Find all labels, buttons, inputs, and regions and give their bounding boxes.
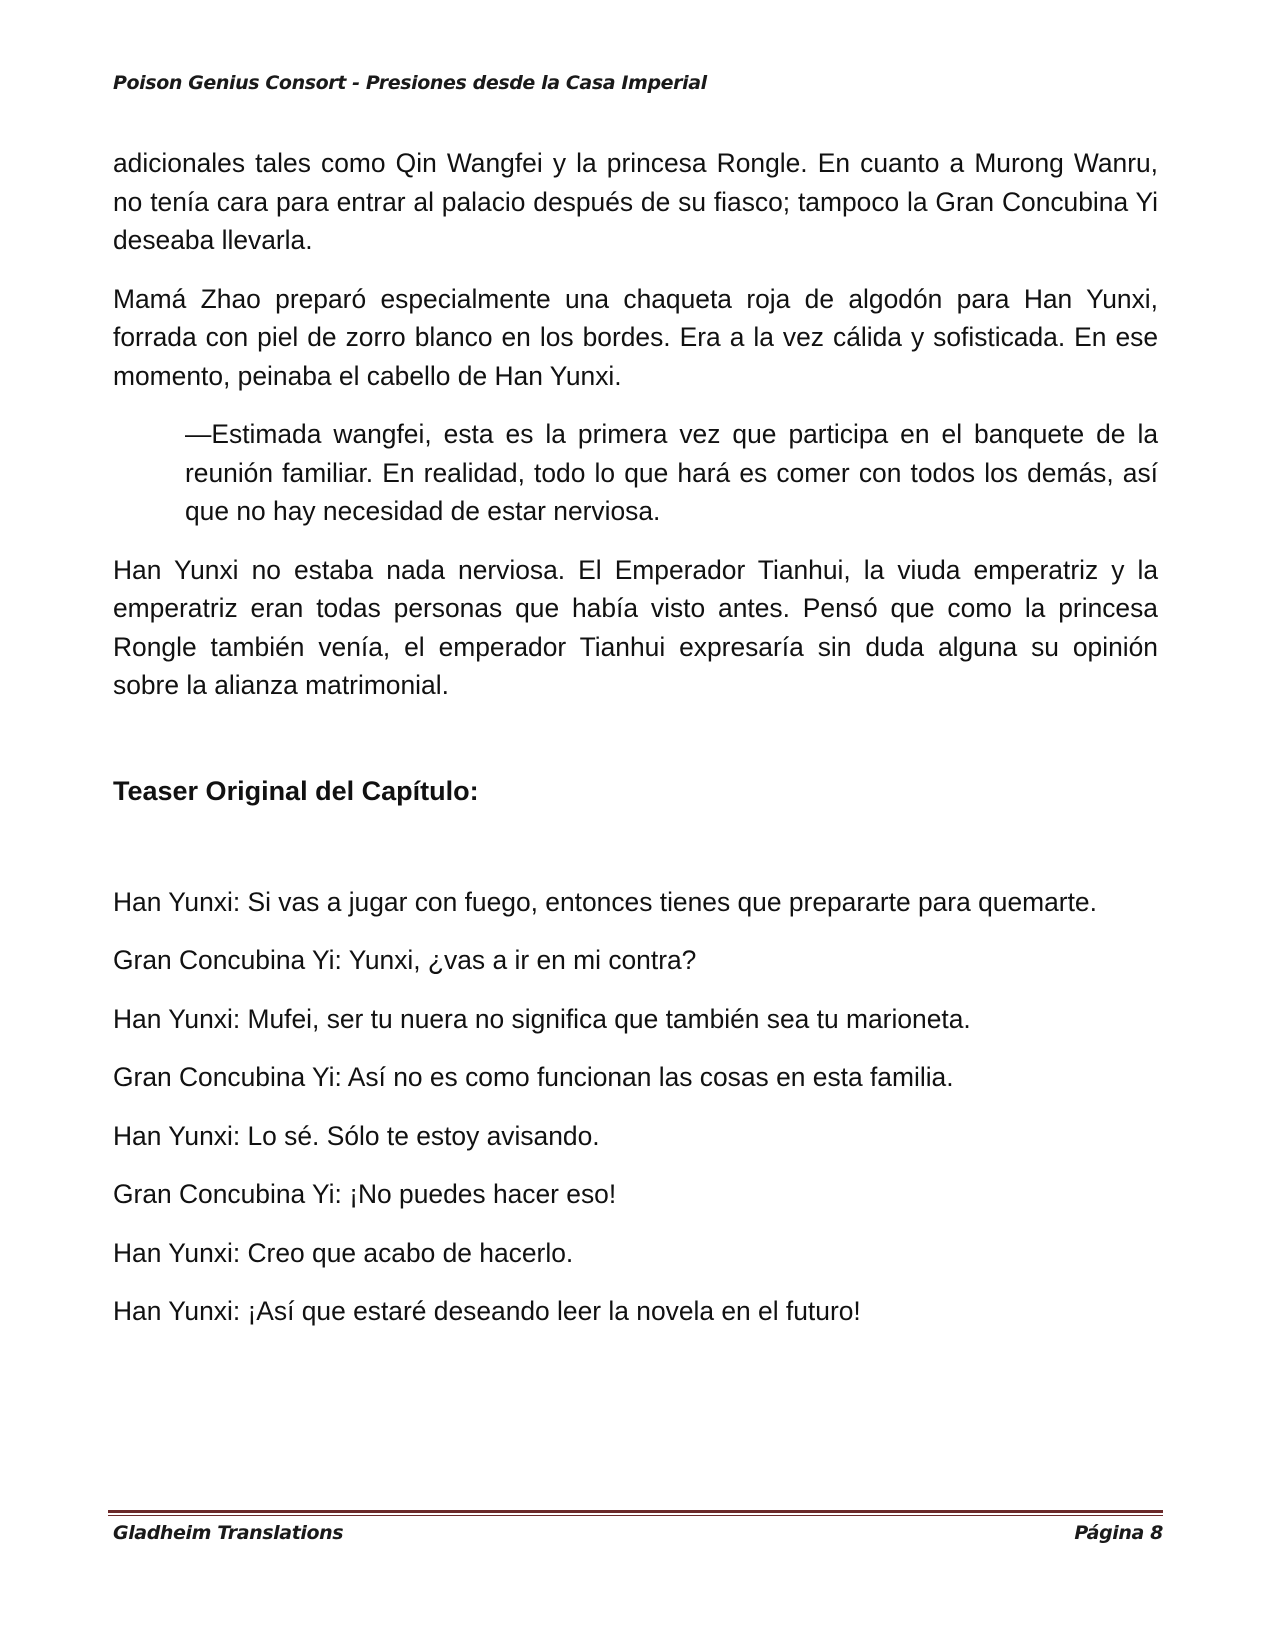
footer-page-number: Página 8	[1074, 1522, 1163, 1544]
body-paragraph: Mamá Zhao preparó especialmente una chaqueta roja de algodón para Han Yunxi, forrada con piel de zorro blanco en los bordes. Era a la vez cálida y sofisticada. En ese momento, peinaba el cabello de Han Yunxi.	[113, 283, 1158, 391]
teaser-line: Han Yunxi: Mufei, ser tu nuera no significa que también sea tu marioneta.	[113, 1003, 971, 1034]
teaser-line: Han Yunxi: ¡Así que estaré deseando leer la novela en el futuro!	[113, 1296, 861, 1326]
teaser-line: Han Yunxi: Lo sé. Sólo te estoy avisando.	[113, 1120, 600, 1151]
teaser-dialogue	[113, 883, 1158, 1331]
running-header-title: Poison Genius Consort - Presiones desde la Casa Imperial	[113, 72, 707, 94]
dialogue-paragraph: —Estimada wangfei, esta es la primera vez que participa en el banquete de la reunión familiar. En realidad, todo lo que hará es comer con todos los demás, así que no hay necesidad de estar nerviosa.	[185, 419, 1158, 526]
footer-publisher: Gladheim Translations	[113, 1522, 344, 1544]
teaser-line: Gran Concubina Yi: ¡No puedes hacer eso!	[113, 1179, 617, 1209]
footer-divider	[108, 1510, 1163, 1513]
teaser-line: Gran Concubina Yi: Yunxi, ¿vas a ir en mi contra?	[113, 945, 697, 975]
teaser-line: Han Yunxi: Creo que acabo de hacerlo.	[113, 1237, 574, 1268]
section-heading: Teaser Original del Capítulo:	[113, 775, 479, 806]
body-paragraph: Han Yunxi no estaba nada nerviosa. El Emperador Tianhui, la viuda emperatriz y la emperatriz eran todas personas que había visto antes. Pensó que como la princesa Rongle también venía, el emperador Tianhui expresaría sin duda alguna su opinión sobre la alianza matrimonial.	[113, 554, 1158, 700]
body-paragraph: adicionales tales como Qin Wangfei y la princesa Rongle. En cuanto a Murong Wanru, no tenía cara para entrar al palacio después de su fiasco; tampoco la Gran Concubina Yi deseaba llevarla.	[113, 148, 1158, 255]
teaser-line: Gran Concubina Yi: Así no es como funcionan las cosas en esta familia.	[113, 1062, 954, 1092]
teaser-line: Han Yunxi: Si vas a jugar con fuego, entonces tienes que prepararte para quemarte.	[113, 886, 1097, 917]
footer-divider-thin	[108, 1515, 1163, 1516]
page-content	[113, 144, 1158, 1351]
